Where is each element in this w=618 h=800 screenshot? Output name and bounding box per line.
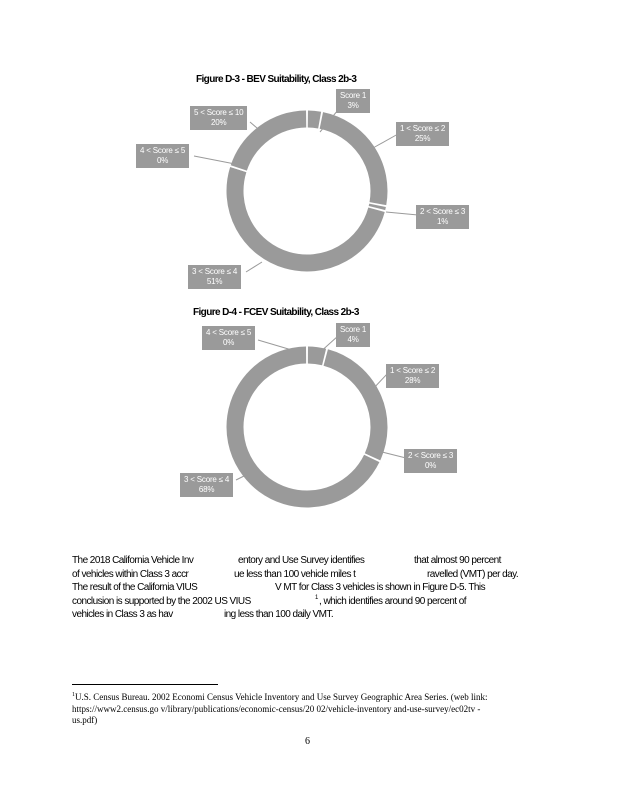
- figure-d4-slice-1: [326, 357, 379, 456]
- label-d3-score-4-5: 4 < Score ≤ 5 0%: [136, 144, 189, 168]
- footnote-line1: U.S. Census Bureau. 2002 Economi Census Vehicle Inventory and Use Survey Geographic Area Series. (web link:: [75, 692, 488, 702]
- label-d4-score-2-3: 2 < Score ≤ 3 0%: [404, 449, 457, 473]
- footnote: [72, 690, 488, 727]
- para-line3-a: The result of the California VIUS: [72, 582, 198, 593]
- footnote-line3: us.pdf): [72, 715, 98, 725]
- figure-d4-slice-0: [308, 355, 324, 357]
- para-line4-b: , which identifies around 90 percent of: [319, 595, 466, 607]
- figure-d3-ring: [230, 119, 379, 263]
- para-line3-b: V MT for Class 3 vehicles is shown in Figure D-5. This: [275, 582, 486, 593]
- label-d3-score-3-4: 3 < Score ≤ 4 51%: [188, 265, 241, 289]
- figure-d3-slice-0: [308, 119, 320, 120]
- para-line1-b: entory and Use Survey identifies: [238, 555, 365, 566]
- label-d4-score-3-4: 3 < Score ≤ 4 68%: [180, 473, 233, 497]
- footnote-marker: 1: [72, 692, 75, 698]
- label-d4-score1: Score 1 4%: [336, 323, 370, 347]
- leader-d3-s4: [246, 262, 262, 272]
- label-d3-score-1-2: 1 < Score ≤ 2 25%: [396, 122, 449, 146]
- figure-d3-slice-5: [239, 119, 306, 168]
- para-line2-c: ravelled (VMT) per day.: [427, 568, 519, 580]
- figure-d3-slice-2: [377, 205, 378, 208]
- para-line5-a: vehicles in Class 3 as hav: [72, 609, 173, 620]
- leader-d4-s3: [382, 452, 406, 458]
- footnote-line2: https://www2.census.go v/library/publications/economic-census/20 02/vehicle-inventory and-use-survey/ec02tv -: [72, 703, 481, 714]
- para-line1-a: The 2018 California Vehicle Inv: [72, 555, 194, 566]
- page-number: 6: [305, 736, 310, 747]
- leader-d3-s2: [373, 134, 398, 148]
- para-line2-b: ue less than 100 vehicle miles t: [234, 568, 356, 580]
- figure-d4-ring: [235, 347, 380, 500]
- footnote-reference: 1: [315, 594, 318, 601]
- para-line2-a: of vehicles within Class 3 accr: [72, 568, 189, 580]
- figure-d3-slice-3: [235, 170, 377, 263]
- leader-d3-s5: [194, 156, 235, 164]
- label-d4-score-4-5: 4 < Score ≤ 5 0%: [202, 326, 255, 350]
- figure-d3-title: Figure D-3 - BEV Suitability, Class 2b-3: [196, 74, 357, 85]
- footnote-rule: [72, 684, 218, 685]
- label-d3-score-2-3: 2 < Score ≤ 3 1%: [416, 205, 469, 229]
- figure-d4-title: Figure D-4 - FCEV Suitability, Class 2b-3: [193, 307, 359, 318]
- para-line5-b: ing less than 100 daily VMT.: [224, 609, 334, 620]
- label-d3-score-5-10: 5 < Score ≤ 10 20%: [190, 106, 247, 130]
- label-d3-score1: Score 1 3%: [336, 89, 370, 113]
- para-line4-a: conclusion is supported by the 2002 US VIUS: [72, 595, 251, 607]
- leader-d3-s3: [386, 212, 418, 215]
- para-line1-c: that almost 90 percent: [414, 555, 501, 566]
- label-d4-score-1-2: 1 < Score ≤ 2 28%: [386, 364, 439, 388]
- figure-d3-slice-1: [321, 120, 379, 203]
